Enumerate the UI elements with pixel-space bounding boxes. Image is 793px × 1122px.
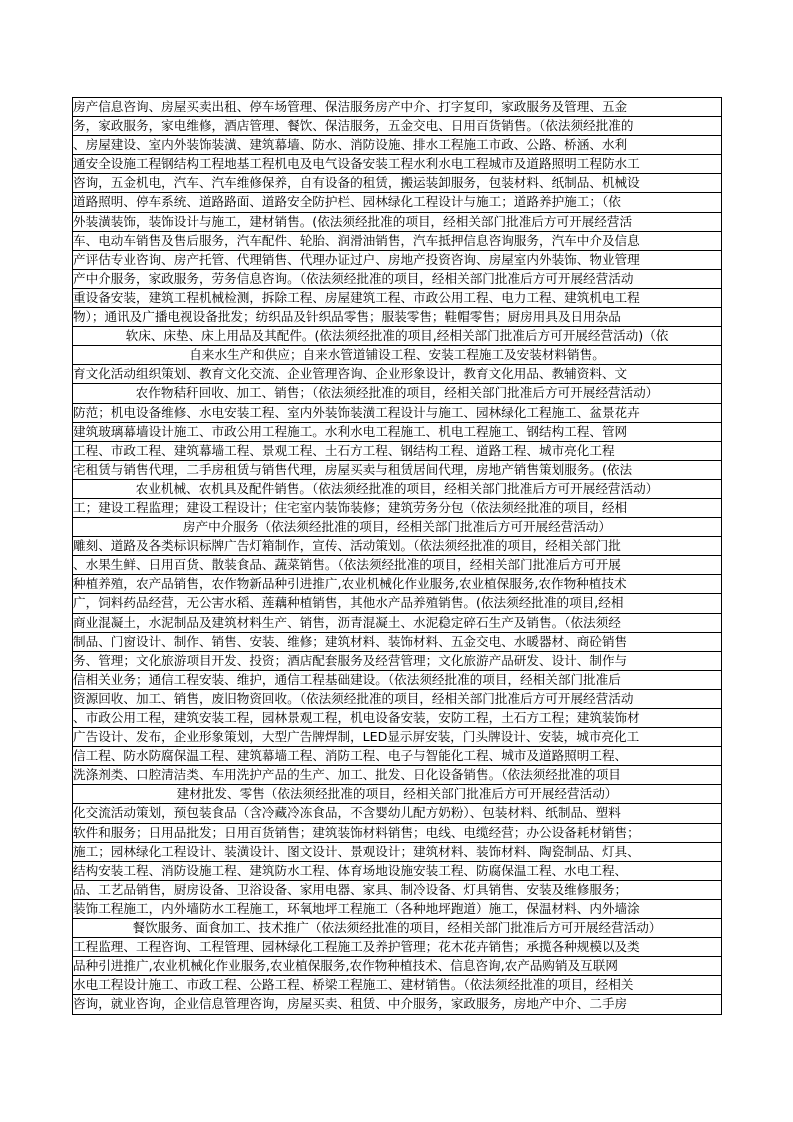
table-row: 资源回收、加工、销售，废旧物资回收。（依法须经批准的项目，经相关部门批准后方可开展经营活动 xyxy=(72,690,722,709)
table-row: 道路照明、停车系统、道路路面、道路安全防护栏、园林绿化工程设计与施工；道路养护施工；（依 xyxy=(72,193,722,212)
table-row: 软床、床垫、床上用品及其配件。(依法须经批准的项目,经相关部门批准后方可开展经营活动)（依 xyxy=(72,327,722,346)
table-row: 建筑玻璃幕墙设计施工、市政公用工程施工。水利水电工程施工、机电工程施工、钢结构工程、管网 xyxy=(72,423,722,442)
table-row: 软件和服务；日用品批发；日用百货销售；建筑装饰材料销售；电线、电缆经营；办公设备耗材销售； xyxy=(72,824,722,843)
table-row: 工程监理、工程咨询、工程管理、园林绿化工程施工及养护管理；花木花卉销售；承揽各种规模以及类 xyxy=(72,938,722,957)
table-row: 雕刻、道路及各类标识标牌广告灯箱制作，宣传、活动策划。（依法须经批准的项目，经相关部门批 xyxy=(72,537,722,556)
table-row: 餐饮服务、面食加工、技术推广（依法须经批准的项目，经相关部门批准后方可开展经营活动） xyxy=(72,919,722,938)
table-row: 外装潢装饰，装饰设计与施工，建材销售。(依法须经批准的项目，经相关部门批准后方可开展经营活 xyxy=(72,213,722,232)
table-row: 、水果生鲜、日用百货、散装食品、蔬菜销售。（依法须经批准的项目，经相关部门批准后方可开展 xyxy=(72,556,722,575)
table-row: 车、电动车销售及售后服务，汽车配件、轮胎、润滑油销售，汽车抵押信息咨询服务，汽车中介及信息 xyxy=(72,232,722,251)
table-row: 宅租赁与销售代理，二手房租赁与销售代理，房屋买卖与租赁居间代理，房地产销售策划服务。(依法 xyxy=(72,461,722,480)
table-row: 咨询，就业咨询，企业信息管理咨询，房屋买卖、租赁、中介服务，家政服务，房地产中介、二手房 xyxy=(72,995,722,1014)
table-row: 品、工艺品销售，厨房设备、卫浴设备、家用电器、家具、制冷设备、灯具销售、安装及维修服务； xyxy=(72,881,722,900)
table-row: 咨询，五金机电，汽车、汽车维修保养，自有设备的租赁，搬运装卸服务，包装材料、纸制品、机械设 xyxy=(72,174,722,193)
table-row: 结构安装工程、消防设施工程、建筑防水工程、体育场地设施安装工程、防腐保温工程、水电工程、 xyxy=(72,862,722,881)
table-row: 、房屋建设、室内外装饰装潢、建筑幕墙、防水、消防设施、排水工程施工市政、公路、桥涵、水利 xyxy=(72,136,722,155)
table-row: 水电工程设计施工、市政工程、公路工程、桥梁工程施工、建材销售。（依法须经批准的项目，经相关 xyxy=(72,976,722,995)
table-row: 房产中介服务（依法须经批准的项目，经相关部门批准后方可开展经营活动） xyxy=(72,518,722,537)
table-row: 信相关业务；通信工程安装、维护，通信工程基础建设。（依法须经批准的项目，经相关部门批准后 xyxy=(72,671,722,690)
table-row: 农作物秸秆回收、加工、销售；（依法须经批准的项目，经相关部门批准后方可开展经营活动） xyxy=(72,384,722,403)
table-row: 物）；通讯及广播电视设备批发；纺织品及针织品零售；服装零售；鞋帽零售；厨房用具及日用杂品 xyxy=(72,308,722,327)
table-row: 房产信息咨询、房屋买卖出租、停车场管理、保洁服务房产中介、打字复印，家政服务及管理、五金 xyxy=(72,98,722,117)
table-row: 务，家政服务，家电维修，酒店管理、餐饮、保洁服务，五金交电、日用百货销售。（依法须经批准的 xyxy=(72,117,722,136)
table-row: 信工程、防水防腐保温工程、建筑幕墙工程、消防工程、电子与智能化工程、城市及道路照明工程、 xyxy=(72,747,722,766)
table-row: 品种引进推广,农业机械化作业服务,农业植保服务,农作物种植技术、信息咨询,农产品购销及互联网 xyxy=(72,957,722,976)
table-row: 制品、门窗设计、制作、销售、安装、维修；建筑材料、装饰材料、五金交电、水暖器材、商砼销售 xyxy=(72,633,722,652)
table-row: 通安全设施工程钢结构工程地基工程机电及电气设备安装工程水利水电工程城市及道路照明工程防水工 xyxy=(72,155,722,174)
table-row: 产中介服务，家政服务，劳务信息咨询。（依法须经批准的项目，经相关部门批准后方可开展经营活动 xyxy=(72,270,722,289)
table-row: 防范；机电设备维修、水电安装工程、室内外装饰装潢工程设计与施工、园林绿化工程施工、盆景花卉 xyxy=(72,404,722,423)
table-row: 洗涤剂类、口腔清洁类、车用洗护产品的生产、加工、批发、日化设备销售。（依法须经批准的项目 xyxy=(72,766,722,785)
table-row: 农业机械、农机具及配件销售。（依法须经批准的项目，经相关部门批准后方可开展经营活动） xyxy=(72,480,722,499)
table-row: 种植养殖，农产品销售，农作物新品种引进推广,农业机械化作业服务,农业植保服务,农作物种植技术 xyxy=(72,575,722,594)
table-row: 化交流活动策划，预包装食品（含冷藏冷冻食品，不含婴幼儿配方奶粉）、包装材料、纸制品、塑料 xyxy=(72,804,722,823)
table-row: 、市政公用工程，建筑安装工程，园林景观工程，机电设备安装，安防工程，土石方工程；建筑装饰材 xyxy=(72,709,722,728)
table-row: 务、管理；文化旅游项目开发、投资；酒店配套服务及经营管理；文化旅游产品研发、设计、制作与 xyxy=(72,652,722,671)
table-row: 工；建设工程监理；建设工程设计；住宅室内装饰装修；建筑劳务分包（依法须经批准的项目，经相 xyxy=(72,499,722,518)
table-row: 广，饲料药品经营，无公害水稻、莲藕种植销售，其他水产品养殖销售。(依法须经批准的项目,经相 xyxy=(72,594,722,613)
table-row: 施工；园林绿化工程设计、装潢设计、图文设计、景观设计；建筑材料、装饰材料、陶瓷制品、灯具、 xyxy=(72,843,722,862)
table-row: 自来水生产和供应；自来水管道铺设工程、安装工程施工及安装材料销售。 xyxy=(72,346,722,365)
table-row: 广告设计、发布，企业形象策划，大型广告牌焊制，LED显示屏安装，门头牌设计、安装，城市亮化工 xyxy=(72,728,722,747)
table-row: 重设备安装，建筑工程机械检测，拆除工程、房屋建筑工程、市政公用工程、电力工程、建筑机电工程 xyxy=(72,289,722,308)
table-row: 商业混凝土，水泥制品及建筑材料生产、销售，沥青混凝土、水泥稳定碎石生产及销售。（依法须经 xyxy=(72,614,722,633)
business-scope-table xyxy=(72,97,722,1015)
table-row: 产评估专业咨询、房产托管、代理销售、代理办证过户、房地产投资咨询、房屋室内外装饰、物业管理 xyxy=(72,251,722,270)
table-row: 工程、市政工程、建筑幕墙工程、景观工程、土石方工程、钢结构工程、道路工程、城市亮化工程 xyxy=(72,442,722,461)
table-row: 装饰工程施工，内外墙防水工程施工，环氧地坪工程施工（各种地坪跑道）施工，保温材料、内外墙涂 xyxy=(72,900,722,919)
table-row: 育文化活动组织策划、教育文化交流、企业管理咨询、企业形象设计，教育文化用品、教辅资料、文 xyxy=(72,365,722,384)
table-row: 建材批发、零售（依法须经批准的项目，经相关部门批准后方可开展经营活动） xyxy=(72,785,722,804)
